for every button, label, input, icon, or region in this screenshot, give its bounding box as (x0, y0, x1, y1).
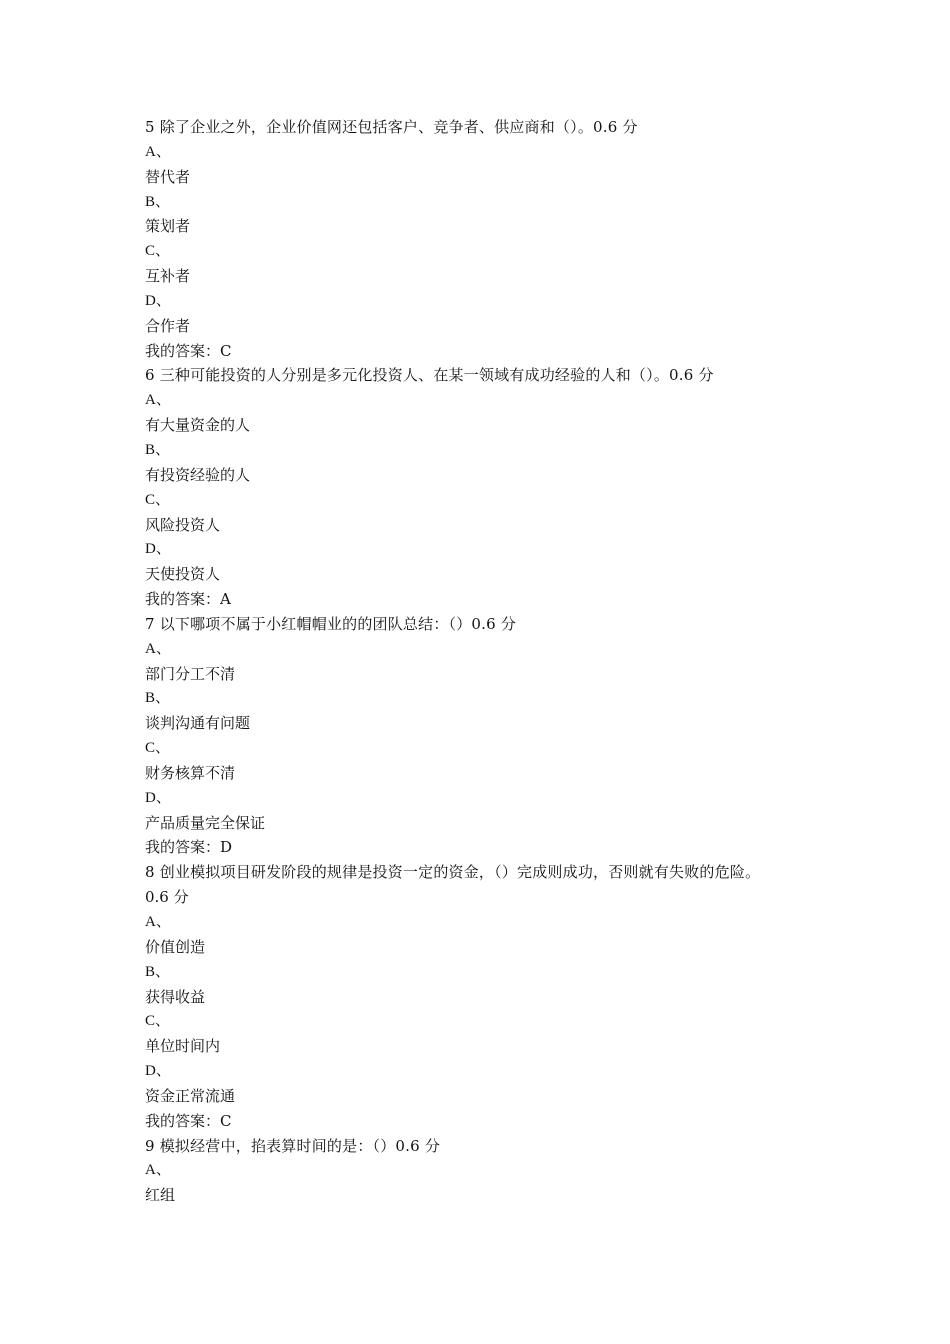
option-letter: C、 (145, 740, 171, 757)
question-8 (145, 860, 835, 1133)
document-page (145, 115, 835, 1208)
option-text: 合作者 (145, 316, 191, 335)
option-letter: D、 (145, 292, 171, 309)
option-text: 单位时间内 (145, 1037, 221, 1056)
option-letter: C、 (145, 491, 171, 508)
option-letter: B、 (145, 690, 171, 707)
option-letter: A、 (145, 392, 171, 409)
option-text: 红组 (145, 1186, 176, 1205)
option-letter: C、 (145, 1013, 171, 1030)
option-letter: A、 (145, 1162, 171, 1179)
my-answer: 我的答案：A (145, 590, 231, 609)
question-title-continued: 0.6 分 (145, 888, 189, 907)
option-text: 风险投资人 (145, 515, 221, 534)
question-7 (145, 612, 835, 860)
my-answer: 我的答案：C (145, 341, 232, 360)
option-letter: A、 (145, 143, 171, 160)
option-letter: D、 (145, 789, 171, 806)
option-text: 互补者 (145, 267, 191, 286)
my-answer: 我的答案：D (145, 838, 233, 857)
option-text: 有大量资金的人 (145, 416, 251, 435)
option-text: 策划者 (145, 217, 191, 236)
option-text: 天使投资人 (145, 565, 221, 584)
question-title: 6 三种可能投资的人分别是多元化投资人、在某一领域有成功经验的人和（）。0.6 分 (145, 366, 714, 385)
option-letter: B、 (145, 441, 171, 458)
option-letter: D、 (145, 541, 171, 558)
option-text: 产品质量完全保证 (145, 813, 266, 832)
question-title: 8 创业模拟项目研发阶段的规律是投资一定的资金，（）完成则成功，否则就有失败的危险。 (145, 863, 761, 882)
option-text: 资金正常流通 (145, 1086, 236, 1105)
question-title: 5 除了企业之外，企业价值网还包括客户、竞争者、供应商和（）。0.6 分 (145, 118, 638, 136)
option-letter: A、 (145, 914, 171, 930)
option-text: 部门分工不清 (145, 664, 236, 683)
question-title: 9 模拟经营中，掐表算时间的是：（）0.6 分 (145, 1136, 441, 1155)
option-text: 谈判沟通有问题 (145, 714, 251, 733)
option-text: 有投资经验的人 (145, 465, 251, 484)
option-text: 替代者 (145, 167, 191, 186)
option-letter: C、 (145, 243, 171, 260)
option-letter: B、 (145, 963, 171, 980)
option-text: 财务核算不清 (145, 763, 236, 782)
option-text: 价值创造 (145, 937, 206, 956)
option-letter: D、 (145, 1063, 171, 1080)
question-title: 7 以下哪项不属于小红帽帽业的的团队总结：（）0.6 分 (145, 614, 517, 633)
my-answer: 我的答案：C (145, 1111, 232, 1130)
question-6 (145, 363, 835, 611)
option-letter: B、 (145, 193, 171, 210)
question-9 (145, 1134, 835, 1209)
option-text: 获得收益 (145, 987, 206, 1006)
question-5 (145, 115, 835, 363)
option-letter: A、 (145, 640, 171, 657)
